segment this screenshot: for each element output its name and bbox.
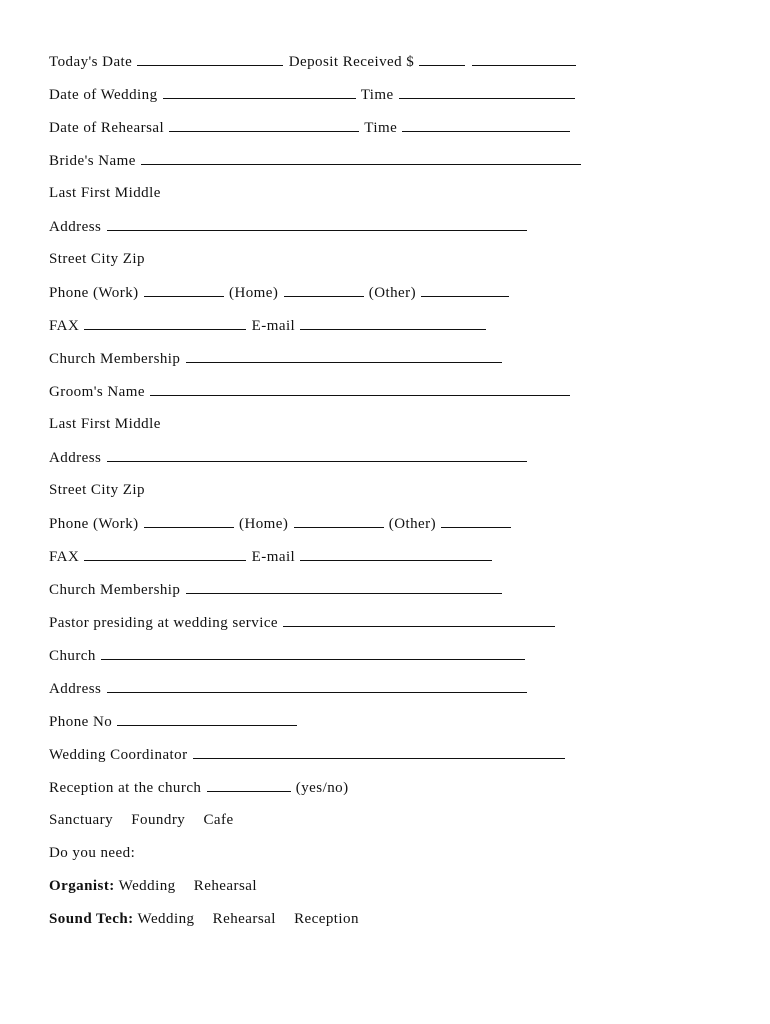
row-organist: [49, 877, 257, 895]
groom-email-field[interactable]: [300, 547, 492, 561]
row-bride-address: [49, 217, 528, 236]
sound-reception-option[interactable]: Reception: [294, 911, 359, 927]
church-address-field[interactable]: [107, 679, 527, 693]
bride-work-phone-field[interactable]: [144, 283, 224, 297]
wedding-time-field[interactable]: [399, 85, 575, 99]
deposit-label: Deposit Received $: [288, 54, 415, 70]
todays-date-field[interactable]: [137, 52, 283, 66]
rehearsal-date-field[interactable]: [169, 118, 359, 132]
row-wedding-date: [49, 85, 576, 104]
organist-wedding-option[interactable]: Wedding: [118, 878, 176, 894]
groom-other-phone-field[interactable]: [441, 514, 511, 528]
groom-email-label: E-mail: [251, 549, 296, 565]
venue-foundry[interactable]: Foundry: [131, 812, 186, 828]
pastor-field[interactable]: [283, 613, 555, 627]
grooms-name-label: Groom's Name: [49, 384, 146, 400]
row-church-phone: [49, 712, 298, 731]
rehearsal-time-label: Time: [364, 120, 398, 136]
bride-name-parts: Last First Middle: [49, 185, 161, 201]
row-venues: [49, 811, 234, 829]
church-label: Church: [49, 648, 96, 664]
yes-no-label: (yes/no): [295, 780, 349, 796]
row-grooms-name: [49, 382, 571, 401]
groom-fax-field[interactable]: [84, 547, 246, 561]
bride-other-phone-label: (Other): [368, 285, 417, 301]
bride-address-parts: Street City Zip: [49, 251, 145, 267]
bride-email-field[interactable]: [300, 316, 486, 330]
grooms-name-field[interactable]: [150, 382, 570, 396]
row-groom-phone: [49, 514, 512, 533]
groom-work-phone-field[interactable]: [144, 514, 234, 528]
bride-fax-label: FAX: [49, 318, 80, 334]
row-groom-church: [49, 580, 503, 599]
groom-other-phone-label: (Other): [388, 516, 437, 532]
row-coordinator: [49, 745, 566, 764]
deposit-amount-field[interactable]: [419, 52, 465, 66]
bride-fax-field[interactable]: [84, 316, 246, 330]
sound-tech-label: Sound Tech:: [49, 911, 134, 927]
row-groom-address: [49, 448, 528, 467]
groom-work-phone-label: Phone (Work): [49, 516, 139, 532]
bride-email-label: E-mail: [251, 318, 296, 334]
row-sound-tech: [49, 910, 359, 928]
groom-fax-label: FAX: [49, 549, 80, 565]
brides-name-field[interactable]: [141, 151, 581, 165]
groom-address-parts: Street City Zip: [49, 482, 145, 498]
wedding-date-label: Date of Wedding: [49, 87, 158, 103]
groom-home-phone-label: (Home): [239, 516, 289, 532]
brides-name-label: Bride's Name: [49, 153, 136, 169]
rehearsal-time-field[interactable]: [402, 118, 570, 132]
bride-home-phone-label: (Home): [229, 285, 279, 301]
groom-address-field[interactable]: [107, 448, 527, 462]
row-church: [49, 646, 526, 665]
organist-label: Organist:: [49, 878, 115, 894]
sound-wedding-option[interactable]: Wedding: [137, 911, 195, 927]
venue-cafe[interactable]: Cafe: [203, 812, 234, 828]
row-pastor: [49, 613, 556, 632]
groom-home-phone-field[interactable]: [294, 514, 384, 528]
bride-church-membership-field[interactable]: [186, 349, 502, 363]
groom-address-label: Address: [49, 450, 102, 466]
row-reception: [49, 778, 349, 797]
wedding-date-field[interactable]: [163, 85, 356, 99]
church-address-label: Address: [49, 681, 102, 697]
row-bride-phone: [49, 283, 510, 302]
row-bride-fax: [49, 316, 487, 335]
organist-rehearsal-option[interactable]: Rehearsal: [193, 878, 257, 894]
sound-rehearsal-option[interactable]: Rehearsal: [212, 911, 276, 927]
do-you-need-label: Do you need:: [49, 845, 136, 861]
reception-field[interactable]: [207, 778, 291, 792]
row-rehearsal-date: [49, 118, 571, 137]
groom-church-membership-label: Church Membership: [49, 582, 181, 598]
bride-home-phone-field[interactable]: [284, 283, 364, 297]
coordinator-label: Wedding Coordinator: [49, 747, 188, 763]
church-field[interactable]: [101, 646, 525, 660]
coordinator-field[interactable]: [193, 745, 565, 759]
reception-label: Reception at the church: [49, 780, 202, 796]
groom-church-membership-field[interactable]: [186, 580, 502, 594]
row-todays-date: [49, 52, 577, 71]
deposit-extra-field[interactable]: [472, 52, 576, 66]
pastor-label: Pastor presiding at wedding service: [49, 615, 279, 631]
row-bride-church: [49, 349, 503, 368]
bride-address-label: Address: [49, 219, 102, 235]
bride-church-membership-label: Church Membership: [49, 351, 181, 367]
bride-address-field[interactable]: [107, 217, 527, 231]
row-groom-fax: [49, 547, 493, 566]
rehearsal-date-label: Date of Rehearsal: [49, 120, 165, 136]
bride-other-phone-field[interactable]: [421, 283, 509, 297]
bride-work-phone-label: Phone (Work): [49, 285, 139, 301]
row-church-address: [49, 679, 528, 698]
wedding-time-label: Time: [360, 87, 394, 103]
todays-date-label: Today's Date: [49, 54, 133, 70]
church-phone-field[interactable]: [117, 712, 297, 726]
groom-name-parts: Last First Middle: [49, 416, 161, 432]
row-brides-name: [49, 151, 582, 170]
church-phone-label: Phone No: [49, 714, 113, 730]
venue-sanctuary[interactable]: Sanctuary: [49, 812, 114, 828]
